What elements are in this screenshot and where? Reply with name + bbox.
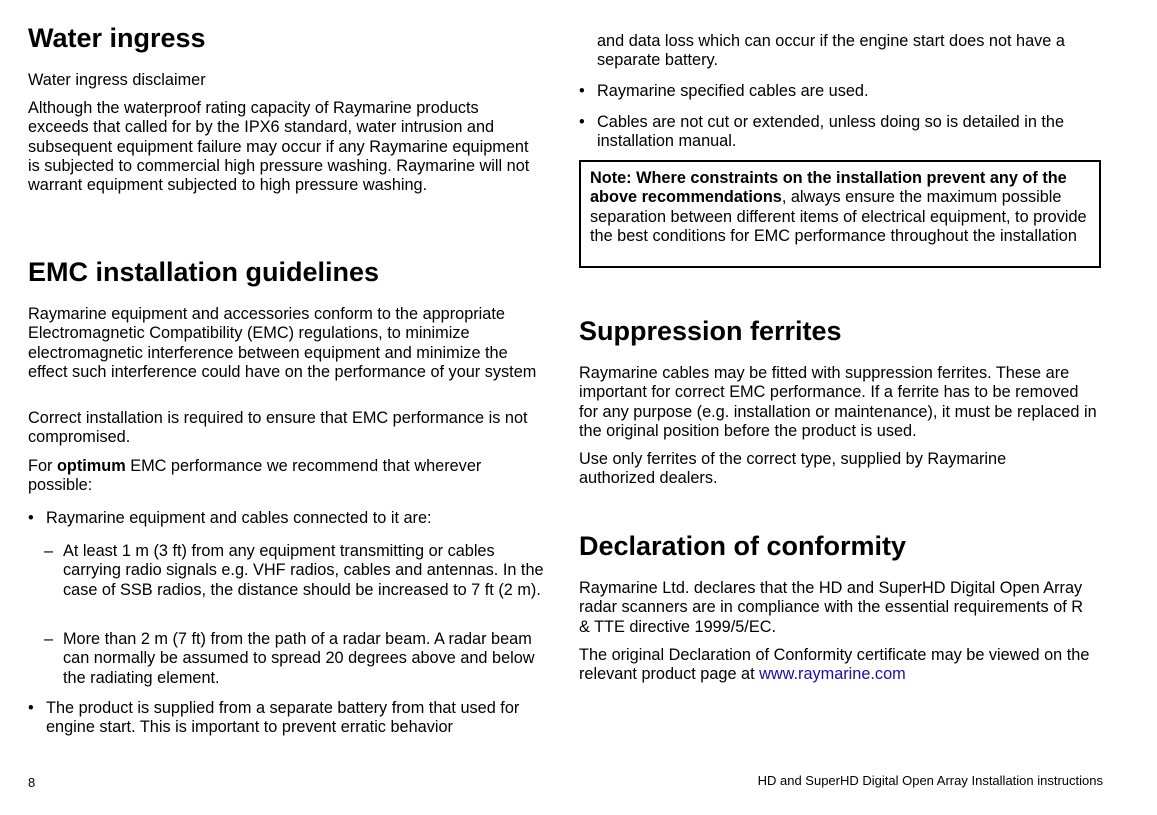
dash-icon: –	[44, 542, 54, 560]
page-number: 8	[28, 775, 36, 790]
sub-bullet-text: At least 1 m (3 ft) from any equipment transmitting or cables carrying radio signals e.g. VHF radios, cables and antennas. In the case of SSB radios, the distance should be increased to 7 ft (2 m).	[63, 542, 544, 599]
bullet-icon: •	[579, 113, 585, 131]
emc-recommend-text-2: EMC performance we recommend that wherever possible:	[28, 457, 482, 495]
bullet-icon: •	[28, 699, 34, 717]
conformity-paragraph: Raymarine Ltd. declares that the HD and SuperHD Digital Open Array radar scanners are in compliance with the essential requirements of R & TTE directive 1999/5/EC.	[579, 579, 1084, 636]
declaration-heading: Declaration of conformity	[579, 531, 907, 561]
note-bold-text: Note: Where constraints on the installation prevent any of the above recommendations	[590, 169, 1067, 207]
bullet-continuation-text: and data loss which can occur if the engine start does not have a separate battery.	[597, 32, 1065, 70]
document-title: HD and SuperHD Digital Open Array Installation instructions	[757, 773, 1103, 788]
emc-recommend-bold: optimum	[56, 457, 126, 475]
suppression-ferrites-heading: Suppression ferrites	[579, 316, 842, 346]
sub-bullet-text: More than 2 m (7 ft) from the path of a radar beam. A radar beam can normally be assumed to spread 20 degrees above and below the radiating element.	[63, 630, 535, 687]
emc-recommend-text-1: For	[28, 457, 57, 475]
sub-bullet-item	[44, 542, 546, 622]
bullet-item	[579, 113, 1104, 153]
bullet-text: Raymarine equipment and cables connected to it are:	[46, 509, 432, 527]
conformity-certificate-text: The original Declaration of Conformity certificate may be viewed on the relevant product page at	[579, 646, 1090, 684]
water-ingress-body: Although the waterproof rating capacity of Raymarine products exceeds that called for by the IPX6 standard, water intrusion and subsequent equipment failure may occur if any Raymarine equipment is subjected to commercial high pressure washing. Raymarine will not warrant equipment subjected to high pressure washing.	[28, 99, 530, 195]
bullet-icon: •	[579, 82, 585, 100]
raymarine-link[interactable]: www.raymarine.com	[759, 665, 906, 684]
emc-heading: EMC installation guidelines	[28, 257, 380, 287]
note-box	[579, 160, 1101, 268]
ferrites-dealers-paragraph: Use only ferrites of the correct type, supplied by Raymarine authorized dealers.	[579, 450, 1007, 488]
emc-installation-paragraph: Correct installation is required to ensure that EMC performance is not compromised.	[28, 409, 528, 447]
dash-icon: –	[44, 630, 54, 648]
bullet-text: Raymarine specified cables are used.	[597, 82, 869, 100]
bullet-text: The product is supplied from a separate battery from that used for engine start. This is important to prevent erratic behavior	[46, 699, 520, 737]
water-ingress-heading: Water ingress	[28, 23, 206, 53]
note-text: , always ensure the maximum possible separation between different items of electrical equipment, to provide the best conditions for EMC performance throughout the installation	[590, 188, 1087, 245]
bullet-icon: •	[28, 509, 34, 527]
bullet-item	[28, 509, 546, 529]
emc-recommend-paragraph	[28, 457, 528, 496]
conformity-certificate-paragraph	[579, 646, 1104, 685]
ferrites-paragraph: Raymarine cables may be fitted with suppression ferrites. These are important for correct EMC performance. If a ferrite has to be removed for any purpose (e.g. installation or maintenance), it must be replaced in the original position before the product is used.	[579, 364, 1097, 440]
sub-bullet-item	[44, 630, 546, 690]
emc-intro-paragraph: Raymarine equipment and accessories conform to the appropriate Electromagnetic Compatibility (EMC) regulations, to minimize electromagnetic interference between equipment and minimize the effect such interference could have on the performance of your system	[28, 305, 537, 381]
bullet-item	[28, 699, 546, 739]
water-ingress-subtitle: Water ingress disclaimer	[28, 71, 206, 89]
bullet-item	[579, 82, 1104, 102]
bullet-text: Cables are not cut or extended, unless doing so is detailed in the installation manual.	[597, 113, 1065, 151]
